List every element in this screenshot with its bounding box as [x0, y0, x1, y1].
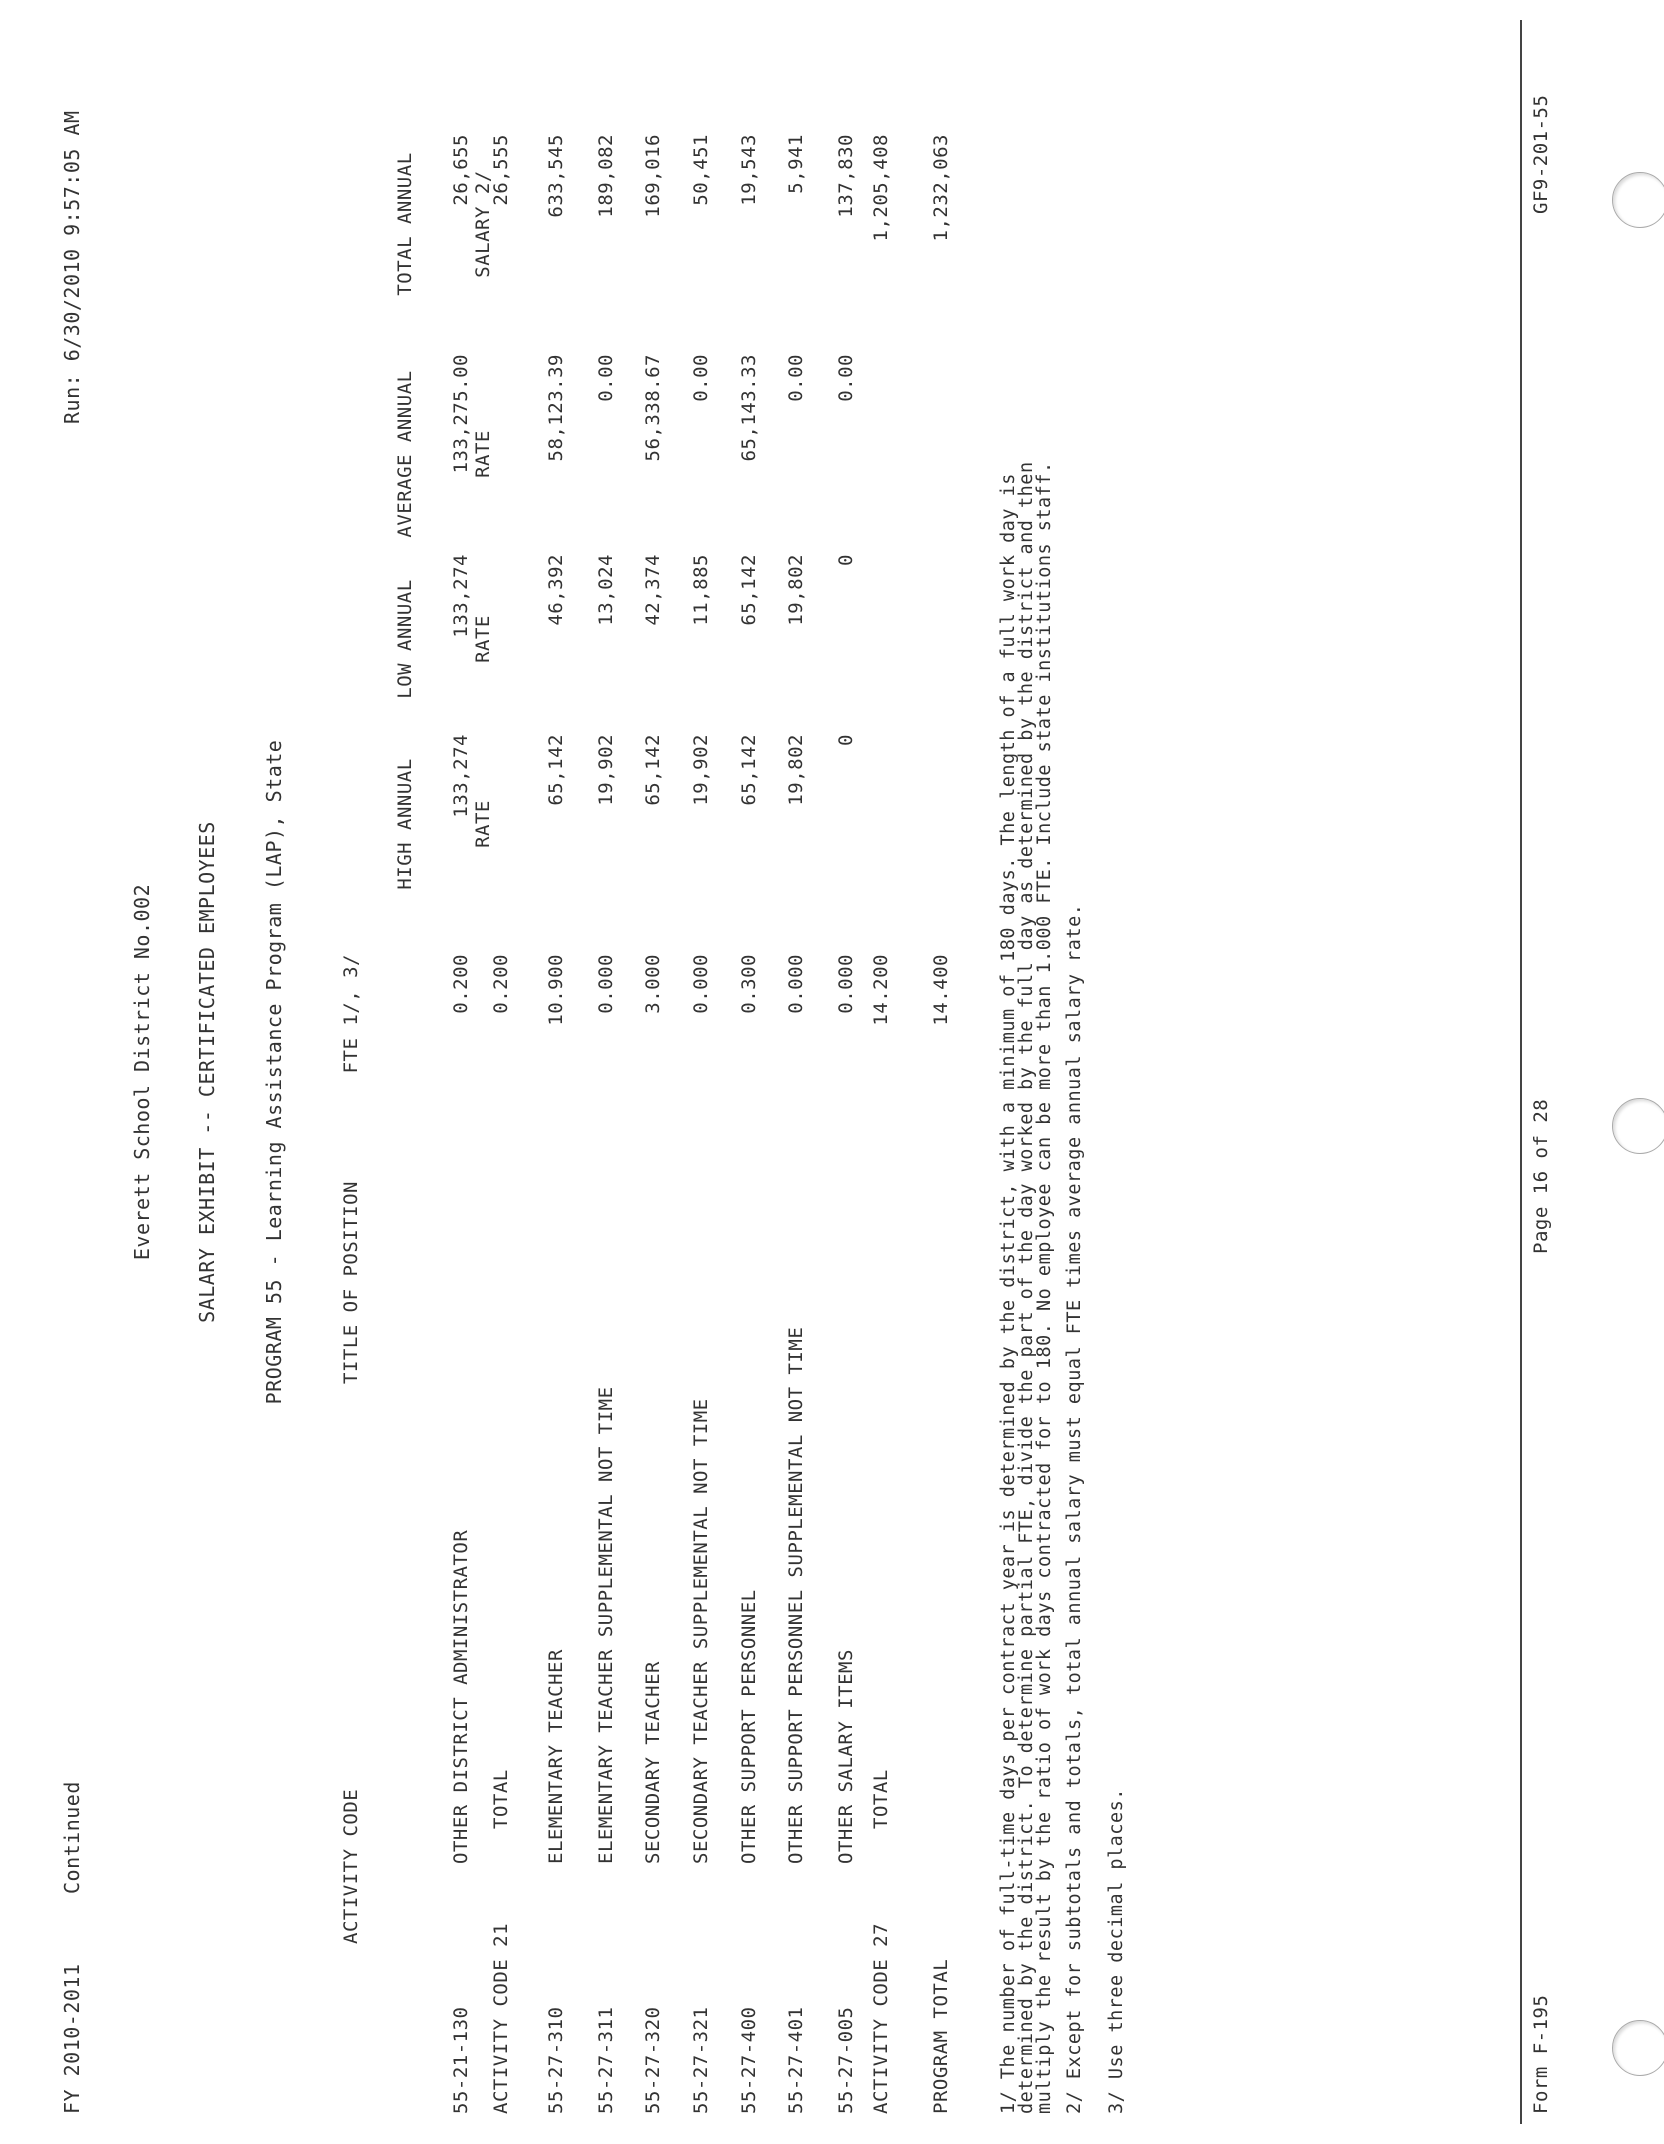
footnote-1-line-3: multiply the result by the ratio of work days contracted for to 180. No employee can be more than 1.000 FTE. Include state institutions staff.: [1034, 461, 1055, 2114]
page-number: Page 16 of 28: [1530, 1098, 1552, 1254]
row-fte: 0.000: [690, 954, 712, 1014]
row-total-salary: 137,830: [835, 134, 857, 218]
row-fte: 3.000: [642, 954, 664, 1014]
row-activity-code: 55-27-401: [785, 2006, 807, 2114]
row-position-title: OTHER DISTRICT ADMINISTRATOR: [450, 1529, 472, 1864]
row-low-rate: 0: [835, 554, 857, 566]
row-high-rate: 65,142: [642, 734, 664, 806]
col-header-high-rate-line1: HIGH ANNUAL: [394, 758, 416, 890]
col-header-avg-rate-line2: RATE: [472, 430, 494, 478]
row-total-salary: 1,205,408: [870, 134, 892, 242]
row-low-rate: 13,024: [595, 554, 617, 626]
row-position-title: ELEMENTARY TEACHER: [545, 1649, 567, 1864]
col-header-low-rate-line2: RATE: [472, 615, 494, 663]
row-activity-code: 55-27-310: [545, 2006, 567, 2114]
footnote-3: 3/ Use three decimal places.: [1106, 1788, 1127, 2114]
row-activity-code: 55-21-130: [450, 2006, 472, 2114]
footer-rule: [1520, 20, 1522, 2124]
col-header-title-of-position: TITLE OF POSITION: [340, 1181, 362, 1384]
row-low-rate: 19,802: [785, 554, 807, 626]
row-activity-code: 55-27-311: [595, 2006, 617, 2114]
row-average-rate: 0.00: [595, 354, 617, 402]
col-header-total-salary: [340, 134, 548, 314]
row-position-title: OTHER SUPPORT PERSONNEL: [738, 1589, 760, 1864]
row-activity-code: ACTIVITY CODE 21: [490, 1922, 512, 2114]
exhibit-title: SALARY EXHIBIT -- CERTIFICATED EMPLOYEES: [195, 821, 219, 1323]
row-total-salary: 26,555: [490, 134, 512, 206]
row-position-title: SECONDARY TEACHER SUPPLEMENTAL NOT TIME: [690, 1398, 712, 1864]
row-position-title: SECONDARY TEACHER: [642, 1661, 664, 1864]
col-header-fte: FTE 1/, 3/: [340, 954, 362, 1074]
row-total-salary: 19,543: [738, 134, 760, 206]
row-position-title: TOTAL: [870, 1769, 892, 1829]
col-header-avg-rate-line1: AVERAGE ANNUAL: [394, 370, 416, 538]
row-total-salary: 50,451: [690, 134, 712, 206]
row-position-title: OTHER SUPPORT PERSONNEL SUPPLEMENTAL NOT TIME: [785, 1326, 807, 1864]
col-header-total-salary-line1: TOTAL ANNUAL: [394, 152, 416, 296]
row-low-rate: 133,274: [450, 554, 472, 638]
col-header-avg-rate: [340, 354, 548, 554]
row-average-rate: 58,123.39: [545, 354, 567, 462]
row-activity-code: 55-27-005: [835, 2006, 857, 2114]
row-fte: 0.000: [835, 954, 857, 1014]
row-low-rate: 46,392: [545, 554, 567, 626]
row-high-rate: 65,142: [545, 734, 567, 806]
footnote-1-line-2: determined by the district. To determine partial FTE, divide the part of the day worked by the full day as determined by the district and then: [1016, 461, 1037, 2114]
col-header-total-salary-line2: SALARY 2/: [472, 170, 494, 278]
row-fte: 0.000: [595, 954, 617, 1014]
row-high-rate: 133,274: [450, 734, 472, 818]
row-total-salary: 1,232,063: [930, 134, 952, 242]
row-average-rate: 133,275.00: [450, 354, 472, 474]
row-fte: 14.400: [930, 954, 952, 1026]
row-position-title: OTHER SALARY ITEMS: [835, 1649, 857, 1864]
col-header-high-rate-line2: RATE: [472, 800, 494, 848]
row-low-rate: 65,142: [738, 554, 760, 626]
row-fte: 10.900: [545, 954, 567, 1026]
col-header-high-rate: [340, 734, 548, 914]
row-total-salary: 633,545: [545, 134, 567, 218]
row-position-title: ELEMENTARY TEACHER SUPPLEMENTAL NOT TIME: [595, 1386, 617, 1864]
row-total-salary: 26,655: [450, 134, 472, 206]
row-low-rate: 11,885: [690, 554, 712, 626]
row-low-rate: 42,374: [642, 554, 664, 626]
run-timestamp: Run: 6/30/2010 9:57:05 AM: [60, 110, 84, 424]
row-average-rate: 65,143.33: [738, 354, 760, 462]
row-fte: 0.300: [738, 954, 760, 1014]
row-average-rate: 0.00: [835, 354, 857, 402]
continued-label: Continued: [60, 1781, 84, 1894]
footnote-1-line-1: 1/ The number of full-time days per contract year is determined by the district, with a minimum of 180 days. The length of a full work day is: [998, 473, 1019, 2114]
row-high-rate: 65,142: [738, 734, 760, 806]
row-total-salary: 189,082: [595, 134, 617, 218]
district-name: Everett School District No.002: [130, 883, 154, 1261]
row-high-rate: 19,902: [595, 734, 617, 806]
row-activity-code: ACTIVITY CODE 27: [870, 1922, 892, 2114]
col-header-low-rate: [340, 554, 548, 724]
row-high-rate: 19,802: [785, 734, 807, 806]
row-fte: 0.200: [450, 954, 472, 1014]
form-number: Form F-195: [1530, 1994, 1552, 2114]
row-fte: 0.200: [490, 954, 512, 1014]
row-fte: 14.200: [870, 954, 892, 1026]
row-total-salary: 169,016: [642, 134, 664, 218]
footnote-2: 2/ Except for subtotals and totals, total annual salary must equal FTE times average annual salary rate.: [1064, 903, 1085, 2114]
row-average-rate: 56,338.67: [642, 354, 664, 462]
row-activity-code: PROGRAM TOTAL: [930, 1958, 952, 2114]
col-header-low-rate-line1: LOW ANNUAL: [394, 579, 416, 699]
row-average-rate: 0.00: [690, 354, 712, 402]
row-high-rate: 0: [835, 734, 857, 746]
col-header-activity-code: ACTIVITY CODE: [340, 1788, 362, 1944]
row-activity-code: 55-27-321: [690, 2006, 712, 2114]
row-total-salary: 5,941: [785, 134, 807, 194]
form-code: GF9-201-55: [1530, 94, 1552, 214]
fiscal-year: FY 2010-2011: [60, 1963, 84, 2114]
row-average-rate: 0.00: [785, 354, 807, 402]
program-title: PROGRAM 55 - Learning Assistance Program (LAP), State: [262, 739, 286, 1405]
row-high-rate: 19,902: [690, 734, 712, 806]
row-fte: 0.000: [785, 954, 807, 1014]
row-position-title: TOTAL: [490, 1769, 512, 1829]
row-activity-code: 55-27-400: [738, 2006, 760, 2114]
row-activity-code: 55-27-320: [642, 2006, 664, 2114]
